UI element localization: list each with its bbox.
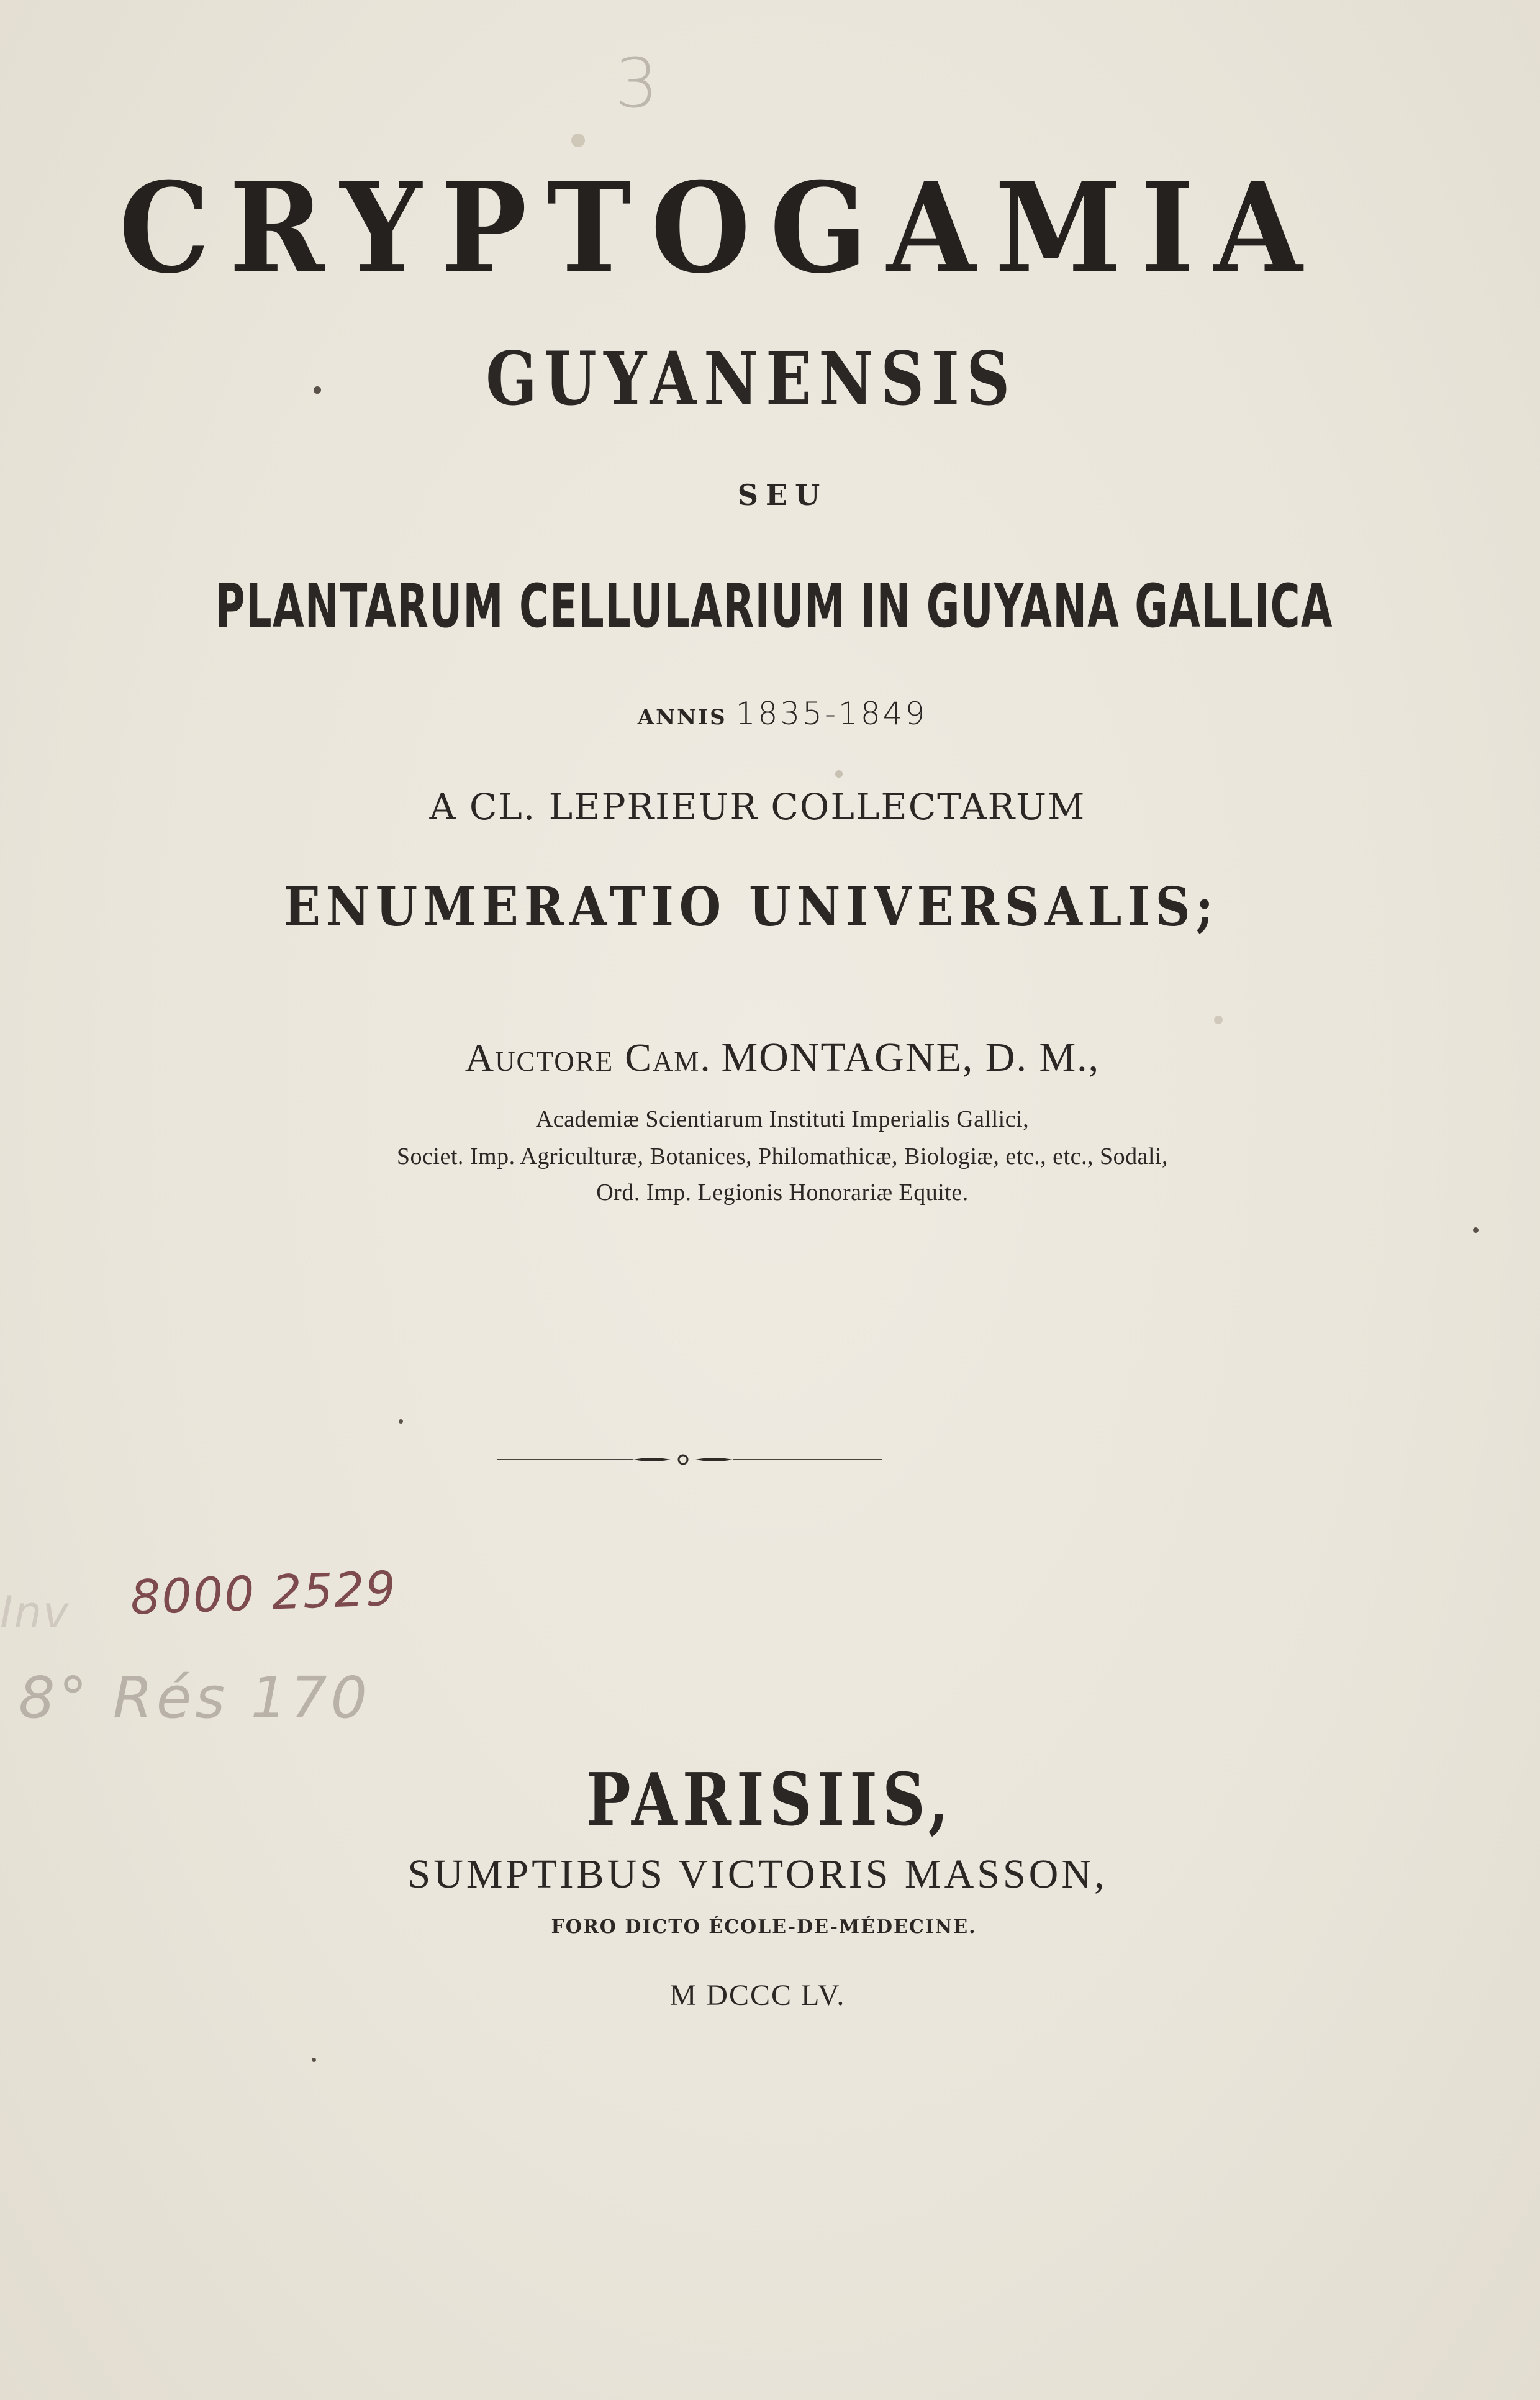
author-line xyxy=(12,1034,1540,1081)
handwritten-shelfmark: 8000 2529 xyxy=(129,1560,398,1625)
imprint-city: PARISIIS, xyxy=(586,1758,954,1842)
conjunction: SEU xyxy=(737,478,828,512)
book-title: CRYPTOGAMIA xyxy=(119,155,1322,301)
annis-line xyxy=(12,696,1540,732)
affiliation-societies: Societ. Imp. Agriculturæ, Botanices, Philomathicæ, Biologiæ, etc., etc., Sodali, xyxy=(396,1143,1169,1170)
ink-speck xyxy=(1473,1227,1479,1233)
imprint-year: M DCCC LV. xyxy=(669,1979,846,2012)
ink-speck xyxy=(312,2058,316,2062)
affiliation-academy: Academiæ Scientiarum Instituti Imperialis Gallici, xyxy=(535,1106,1030,1132)
ink-speck xyxy=(314,386,321,394)
imprint-address: FORO DICTO ÉCOLE-DE-MÉDECINE. xyxy=(551,1916,977,1938)
affiliation-legion: Ord. Imp. Legionis Honorariæ Equite. xyxy=(596,1180,969,1206)
annis-years: 1835-1849 xyxy=(735,696,928,732)
ink-speck xyxy=(571,134,585,147)
faint-inventory-mark: Inv xyxy=(0,1587,70,1638)
handwritten-reserve-mark: 8° Rés 170 xyxy=(19,1665,371,1731)
book-subtitle: GUYANENSIS xyxy=(486,335,1017,422)
pencil-page-number: 3 xyxy=(615,43,658,123)
annis-label: ANNIS xyxy=(637,705,727,730)
auctore-label: Auctore Cam. xyxy=(464,1035,712,1080)
ornamental-divider xyxy=(497,1447,882,1472)
enumeratio-line: ENUMERATIO UNIVERSALIS; xyxy=(283,876,1220,939)
plantarum-line: PLANTARUM CELLULARIUM IN GUYANA GALLICA xyxy=(215,571,1333,641)
imprint-publisher: SUMPTIBUS VICTORIS MASSON, xyxy=(407,1852,1108,1897)
author-name: MONTAGNE, D. M., xyxy=(721,1035,1100,1080)
ink-speck xyxy=(399,1419,403,1424)
collector-line: A CL. LEPRIEUR COLLECTARUM xyxy=(429,786,1086,828)
ink-speck xyxy=(1214,1016,1223,1024)
ink-speck xyxy=(835,770,843,778)
